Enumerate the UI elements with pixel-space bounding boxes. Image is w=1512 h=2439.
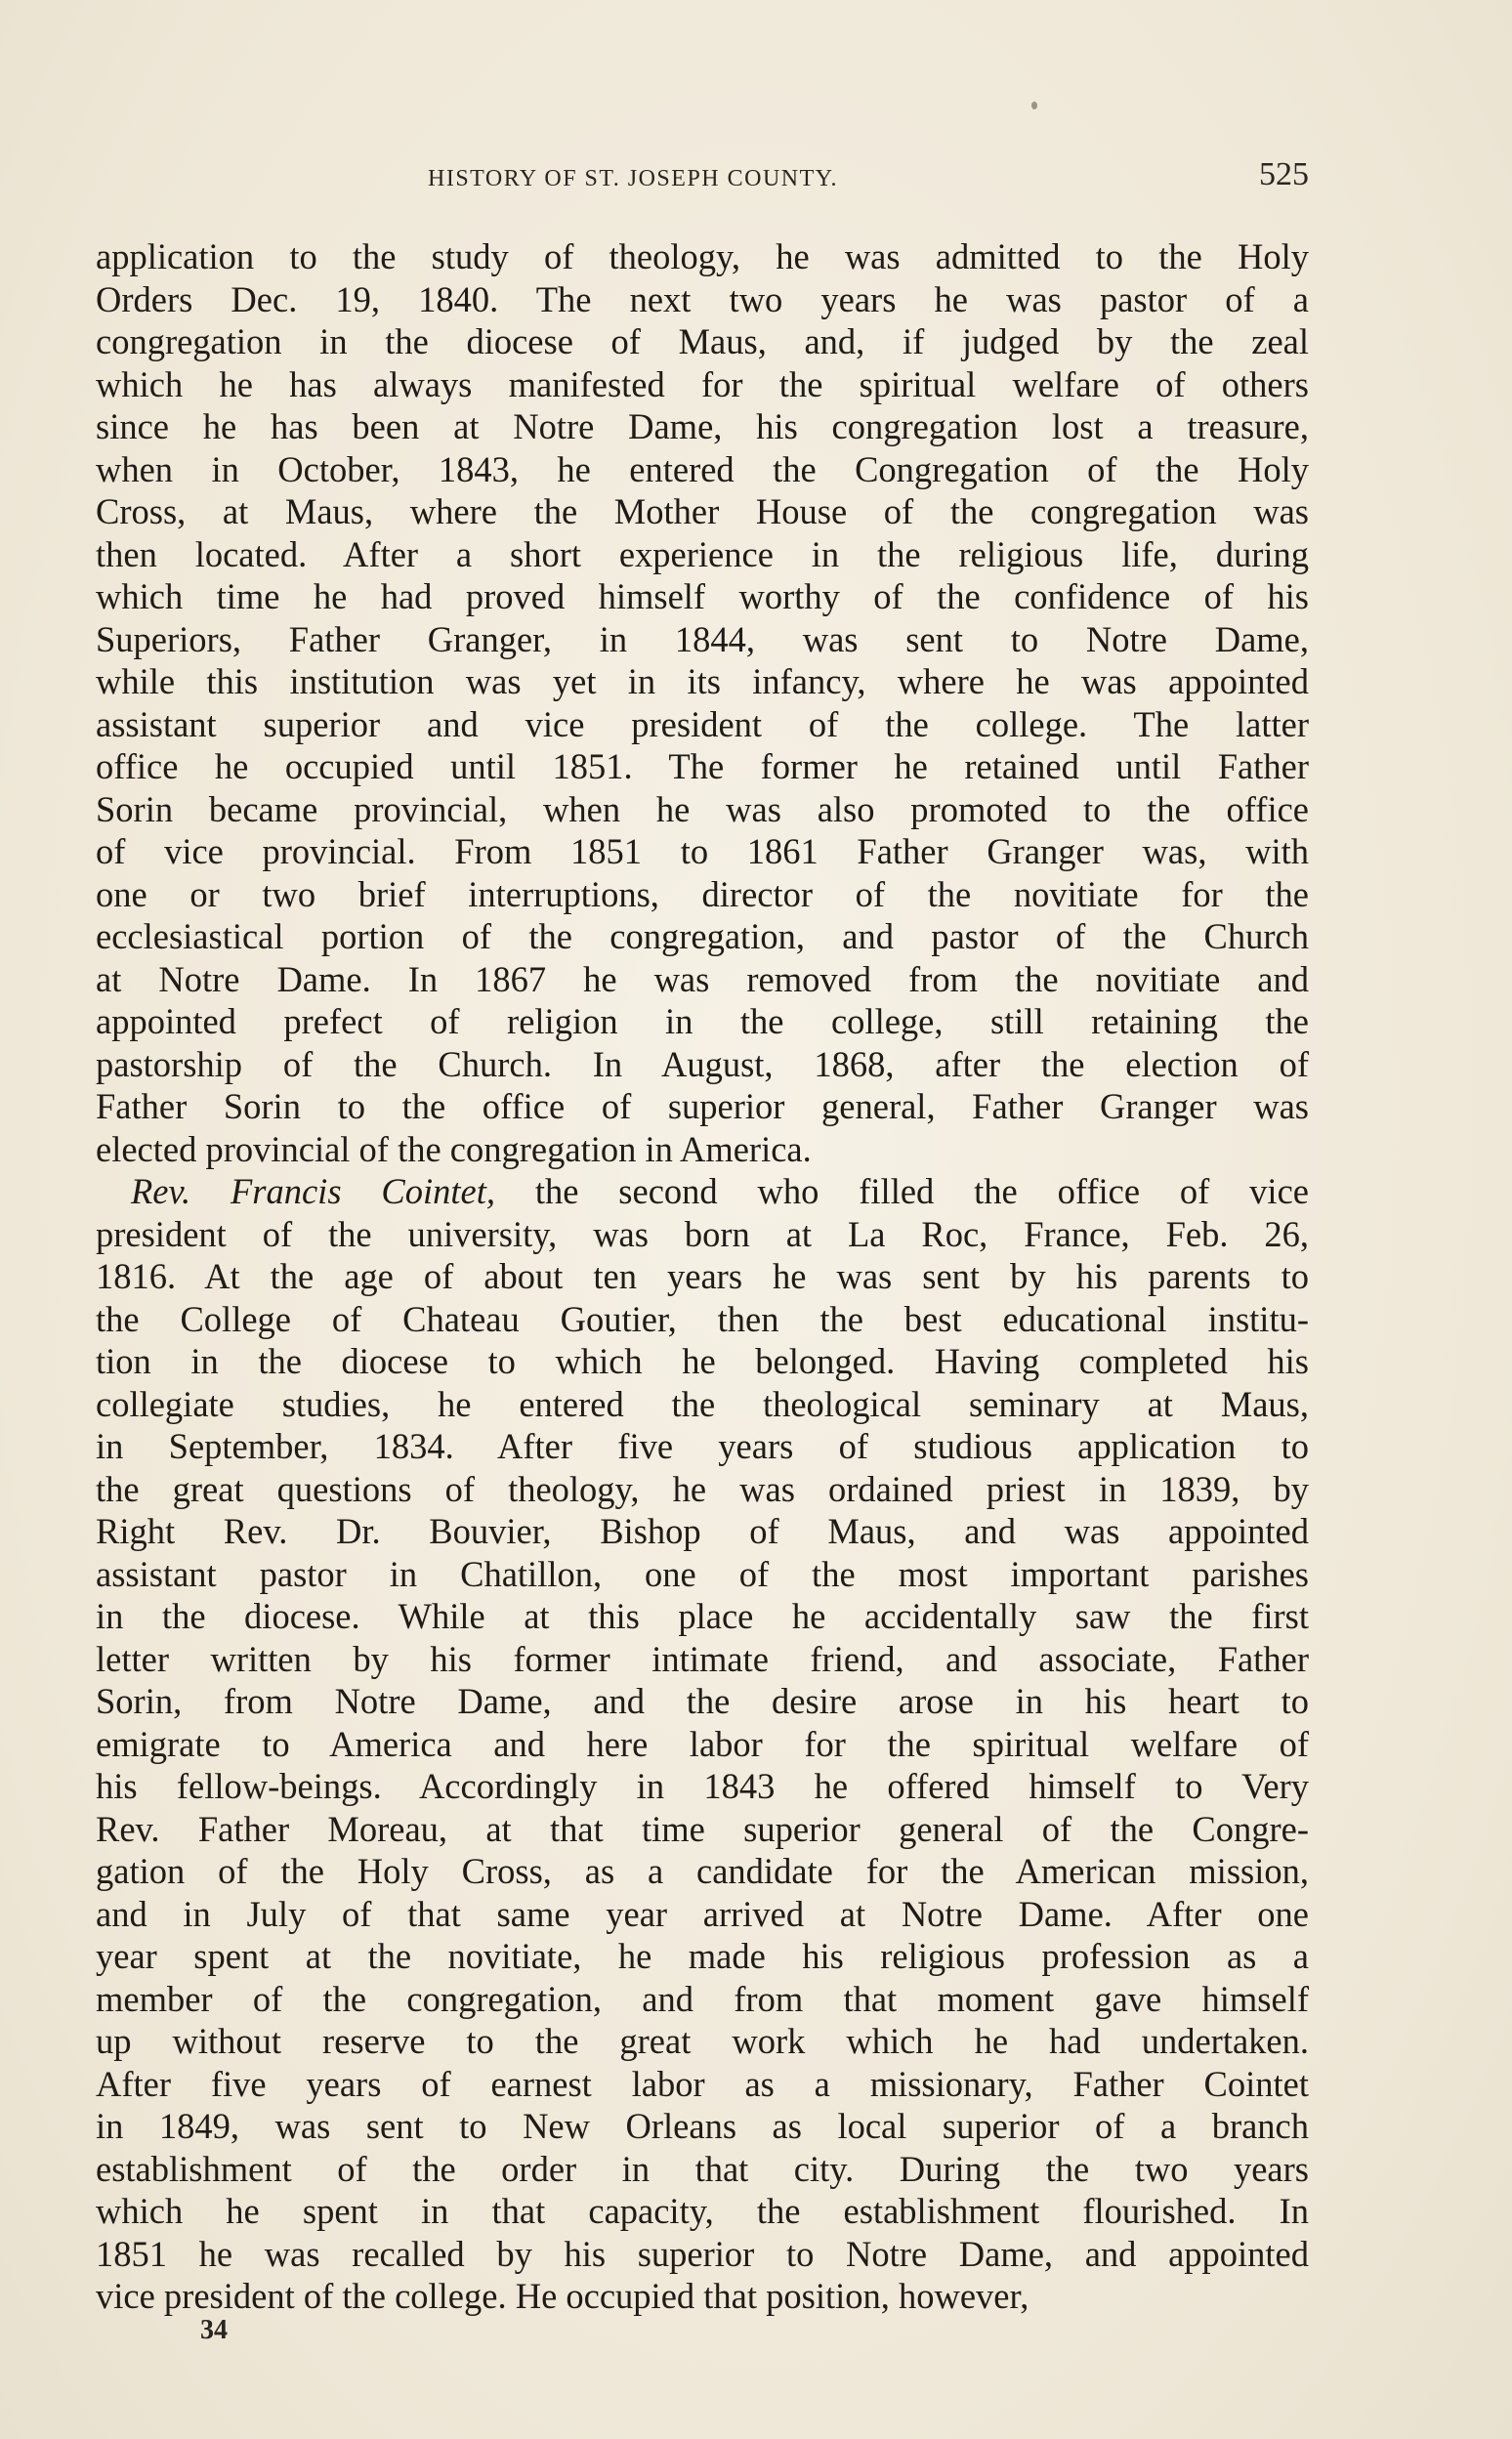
line-text: ecclesiastical portion of the congregation, and pastor of the Church <box>96 916 1309 956</box>
line-text: which he spent in that capacity, the establishment flourished. In <box>96 2191 1309 2231</box>
text-line <box>96 575 1309 618</box>
line-text: and in July of that same year arrived at Notre Dame. After one <box>96 1893 1309 1934</box>
page-number: 525 <box>1259 156 1309 192</box>
running-title: HISTORY OF ST. JOSEPH COUNTY. <box>428 166 839 191</box>
text-line <box>96 1340 1309 1383</box>
line-text: Sorin, from Notre Dame, and the desire arose in his heart to <box>96 1681 1309 1721</box>
text-line <box>96 915 1309 958</box>
text-line <box>96 1595 1309 1638</box>
text-line <box>96 1510 1309 1553</box>
line-text: congregation in the diocese of Maus, and, if judged by the zeal <box>96 321 1309 361</box>
ink-speck <box>1031 102 1037 109</box>
text-line <box>96 1043 1309 1086</box>
line-text: pastorship of the Church. In August, 1868, after the election of <box>96 1043 1309 1084</box>
line-text: the College of Chateau Goutier, then the best educational institu- <box>96 1298 1309 1339</box>
line-text: collegiate studies, he entered the theological seminary at Maus, <box>96 1383 1309 1424</box>
text-line <box>96 1808 1309 1851</box>
body-text <box>96 235 1309 2318</box>
running-head <box>96 156 1309 199</box>
line-text: of vice provincial. From 1851 to 1861 Father Granger was, with <box>96 831 1309 871</box>
line-text: Father Sorin to the office of superior general, Father Granger was <box>96 1086 1309 1126</box>
line-text: establishment of the order in that city. During the two years <box>96 2148 1309 2189</box>
text-line <box>96 2148 1309 2191</box>
line-text: appointed prefect of religion in the college, still retaining the <box>96 1001 1309 1041</box>
text-line <box>96 1128 1309 1171</box>
text-line <box>96 2275 1309 2318</box>
text-line <box>96 278 1309 321</box>
line-text: up without reserve to the great work which he had undertaken. <box>96 2021 1309 2061</box>
line-text: year spent at the novitiate, he made his religious profession as a <box>96 1936 1309 1976</box>
line-text: in September, 1834. After five years of studious application to <box>96 1426 1309 1466</box>
line-text: which time he had proved himself worthy of the confidence of his <box>96 576 1309 616</box>
line-text: gation of the Holy Cross, as a candidate for the American mission, <box>96 1851 1309 1891</box>
line-text: his fellow-beings. Accordingly in 1843 he offered himself to Very <box>96 1766 1309 1806</box>
text-line <box>96 1468 1309 1511</box>
line-text: member of the congregation, and from that moment gave himself <box>96 1978 1309 2019</box>
text-line <box>96 2190 1309 2233</box>
line-text: since he has been at Notre Dame, his congregation lost a treasure, <box>96 406 1309 446</box>
line-text: Right Rev. Dr. Bouvier, Bishop of Maus, and was appointed <box>96 1511 1309 1551</box>
text-line <box>96 363 1309 406</box>
text-line <box>96 830 1309 873</box>
line-text: assistant pastor in Chatillon, one of the most important parishes <box>96 1553 1309 1594</box>
line-text: then located. After a short experience in the religious life, during <box>96 533 1309 574</box>
text-line <box>96 405 1309 448</box>
line-text: letter written by his former intimate friend, and associate, Father <box>96 1638 1309 1679</box>
text-line <box>96 2063 1309 2106</box>
text-line <box>96 1723 1309 1766</box>
text-line <box>96 533 1309 576</box>
line-text: application to the study of theology, he was admitted to the Holy <box>96 236 1309 276</box>
text-line <box>96 1085 1309 1128</box>
line-text: Superiors, Father Granger, in 1844, was sent to Notre Dame, <box>96 618 1309 659</box>
text-line <box>96 1213 1309 1256</box>
signature-mark: 34 <box>200 2315 228 2345</box>
text-line <box>96 618 1309 661</box>
line-text: Cross, at Maus, where the Mother House of the congregation was <box>96 491 1309 531</box>
text-line <box>96 745 1309 788</box>
line-text: assistant superior and vice president of the college. The latter <box>96 703 1309 744</box>
line-text: Sorin became provincial, when he was also promoted to the office <box>96 788 1309 829</box>
line-text: president of the university, was born at La Roc, France, Feb. 26, <box>96 1213 1309 1254</box>
line-text: office he occupied until 1851. The former he retained until Father <box>96 746 1309 786</box>
line-text: vice president of the college. He occupied that position, however, <box>96 2276 1029 2316</box>
line-text: Orders Dec. 19, 1840. The next two years he was pastor of a <box>96 278 1309 319</box>
line-text: tion in the diocese to which he belonged. Having completed his <box>96 1341 1309 1381</box>
line-text: the second who filled the office of vice <box>494 1171 1309 1211</box>
line-text: when in October, 1843, he entered the Congregation of the Holy <box>96 448 1309 489</box>
person-name: Rev. Francis Cointet, <box>131 1171 495 1211</box>
text-line <box>96 320 1309 363</box>
text-line <box>96 1553 1309 1596</box>
line-text: 1816. At the age of about ten years he was sent by his parents to <box>96 1256 1309 1296</box>
text-line <box>96 1978 1309 2021</box>
text-line <box>96 2233 1309 2276</box>
text-line <box>96 448 1309 491</box>
line-text: After five years of earnest labor as a missionary, Father Cointet <box>96 2063 1309 2104</box>
line-text: at Notre Dame. In 1867 he was removed from the novitiate and <box>96 958 1309 999</box>
line-text: one or two brief interruptions, director of the novitiate for the <box>96 873 1309 914</box>
text-line <box>96 1638 1309 1681</box>
text-line <box>96 1298 1309 1341</box>
text-line <box>96 1935 1309 1978</box>
text-line <box>96 1170 1309 1213</box>
text-line <box>96 1893 1309 1936</box>
text-line <box>96 1765 1309 1808</box>
text-line <box>96 958 1309 1001</box>
text-line <box>96 703 1309 746</box>
text-line <box>96 2020 1309 2063</box>
text-line <box>96 2105 1309 2148</box>
text-line <box>96 235 1309 278</box>
text-line <box>96 1000 1309 1043</box>
text-line <box>96 788 1309 831</box>
line-text: elected provincial of the congregation in America. <box>96 1128 812 1169</box>
text-line <box>96 1425 1309 1468</box>
line-text: in the diocese. While at this place he accidentally saw the first <box>96 1596 1309 1636</box>
text-line <box>96 1850 1309 1893</box>
text-line <box>96 873 1309 916</box>
line-text: 1851 he was recalled by his superior to Notre Dame, and appointed <box>96 2233 1309 2274</box>
line-text: emigrate to America and here labor for the spiritual welfare of <box>96 1723 1309 1764</box>
line-text: while this institution was yet in its infancy, where he was appointed <box>96 661 1309 701</box>
text-line <box>96 1383 1309 1426</box>
line-text: in 1849, was sent to New Orleans as local superior of a branch <box>96 2106 1309 2146</box>
text-line <box>96 490 1309 533</box>
line-text: the great questions of theology, he was ordained priest in 1839, by <box>96 1468 1309 1509</box>
line-text: which he has always manifested for the spiritual welfare of others <box>96 363 1309 404</box>
text-line <box>96 660 1309 703</box>
line-text: Rev. Father Moreau, at that time superior general of the Congre- <box>96 1808 1309 1849</box>
text-line <box>96 1680 1309 1723</box>
text-line <box>96 1255 1309 1298</box>
